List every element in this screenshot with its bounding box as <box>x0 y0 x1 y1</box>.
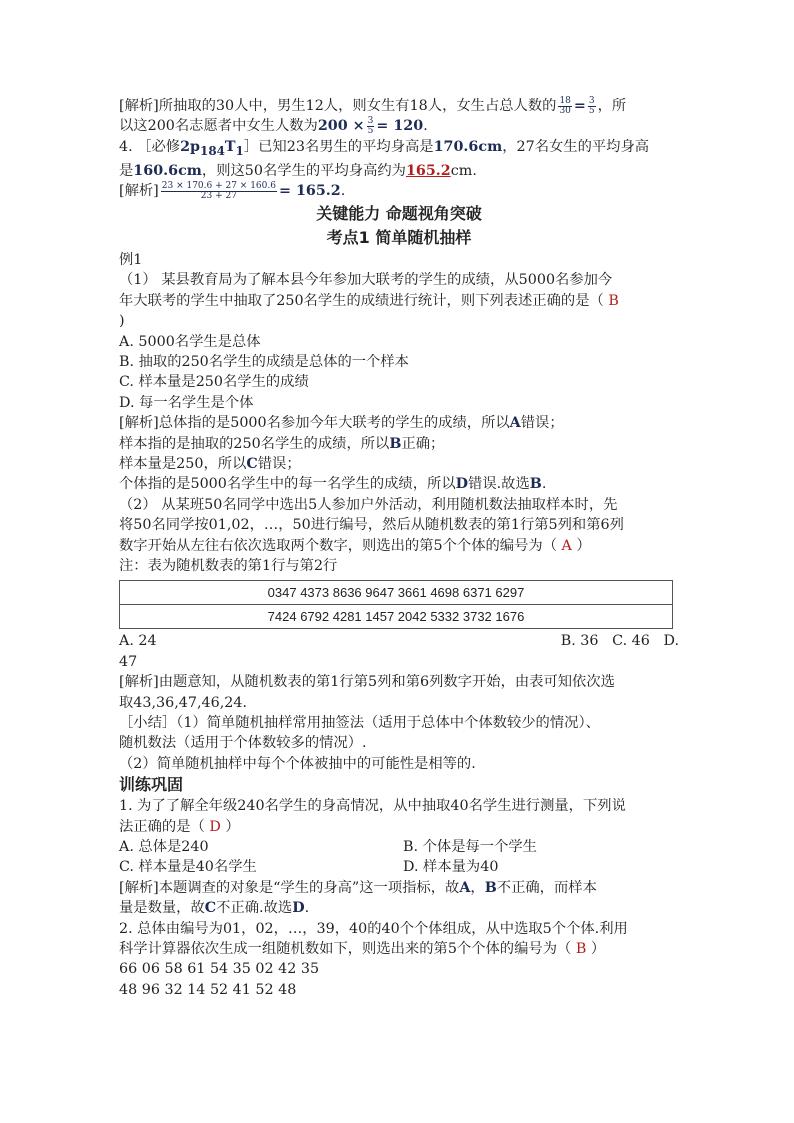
option-b: B. 个体是每一个学生 <box>403 839 537 856</box>
analysis-line: 个体指的是5000名学生中的每一名学生的成绩，所以D错误.故选B. <box>119 476 547 493</box>
summary-line: 随机数法（适用于个体数较多的情况）. <box>119 735 367 752</box>
option-c: C. 样本量是250名学生的成绩 <box>119 374 309 391</box>
subsection-heading: 考点1 简单随机抽样 <box>326 227 472 247</box>
answer: A <box>561 537 572 554</box>
analysis-line: [解析]由题意知，从随机数表的第1行第5列和第6列数字开始，由表可知依次选 <box>119 674 615 691</box>
fraction-3-5-b: $\frac{3}{5}$ <box>367 115 374 136</box>
training-q2-line-2: 科学计算器依次生成一组随机数如下，则选出来的第5个个体的编号为（ B ） <box>119 941 606 958</box>
fraction-average: $\frac{23 \times 170.6 + 27 \times 160.6}{23 + 27}$ <box>161 180 276 201</box>
document-page <box>119 96 679 1000</box>
summary-line: （2）简单随机抽样中每个个体被抽中的可能性是相等的. <box>119 755 476 772</box>
training-q1-line-1: 1. 为了了解全年级240名学生的身高情况，从中抽取40名学生进行测量，下列说 <box>119 798 626 815</box>
option-d-value: 47 <box>119 653 138 670</box>
training-q1-options-row-2 <box>119 857 679 877</box>
random-numbers-line-1: 66 06 58 61 54 35 02 42 35 <box>119 961 320 978</box>
analysis-4: [解析] $\frac{23 \times 170.6 + 27 \times 160.6}{23 + 27}$ = 165.2. <box>119 180 346 201</box>
example-q1-line-3: ) <box>119 313 125 330</box>
analysis-line: 样本指的是抽取的250名学生的成绩，所以B正确； <box>119 435 445 452</box>
question-4-line-1: 4. ［必修$2p_{184}T_1]$已知23名男生的平均身高是170.6cm，27名女生的平均身高 <box>119 138 650 158</box>
options-bcd: B. 36 C. 46 D. <box>560 633 679 650</box>
analysis-line: 取43,36,47,46,24. <box>119 694 247 711</box>
training-q2-line-1: 2. 总体由编号为01，02，…，39，40的40个个体组成，从中选取5个个体.利用 <box>119 920 628 937</box>
option-d: D. 样本量为40 <box>403 859 499 876</box>
summary-line: ［小结］（1）简单随机抽样常用抽签法（适用于总体中个体数较少的情况）、 <box>119 715 600 732</box>
section-heading: 关键能力 命题视角突破 <box>316 203 482 223</box>
option-a: A. 5000名学生是总体 <box>119 333 261 350</box>
analysis-line: 样本量是250，所以C错误； <box>119 455 301 472</box>
table-row <box>120 605 673 629</box>
question-4-line-2: 是160.6cm，则这50名学生的平均身高约为165.2cm. <box>119 163 477 180</box>
analysis-3-line-1: [解析]所抽取的30人中，男生12人，则女生有18人，女生占总人数的 $\frac{18}{30}$ = $\frac{3}{5}$ ，所 <box>119 95 627 116</box>
table-row <box>120 581 673 605</box>
text: [解析]所抽取的30人中，男生12人，则女生有18人，女生占总人数的 <box>119 98 557 114</box>
answer: B <box>575 941 587 958</box>
example-q2-line-1: （2） 从某班50名同学中选出5人参加户外活动，利用随机数法抽取样本时，先 <box>119 496 618 513</box>
answer: B <box>608 292 619 309</box>
training-heading: 训练巩固 <box>119 775 184 795</box>
example-q1-line-1: （1） 某县教育局为了解本县今年参加大联考的学生的成绩，从5000名参加今 <box>119 272 613 289</box>
training-q1-options-row-1 <box>119 837 679 857</box>
random-number-table <box>119 580 673 629</box>
table-note: 注：表为随机数表的第1行与第2行 <box>119 557 338 574</box>
example-q2-options <box>119 631 679 651</box>
example-q1-line-2: 年大联考的学生中抽取了250名学生的成绩进行统计，则下列表述正确的是（ B <box>119 292 619 309</box>
option-c: C. 样本量是40名学生 <box>119 859 257 876</box>
random-numbers-line-2: 48 96 32 14 52 41 52 48 <box>119 981 297 998</box>
fraction-18-30: $\frac{18}{30}$ <box>559 95 571 116</box>
example-label: 例1 <box>119 251 143 268</box>
fraction-3-5: $\frac{3}{5}$ <box>588 95 595 116</box>
option-a: A. 总体是240 <box>119 839 209 856</box>
answer: D <box>209 818 221 835</box>
table-cell: 7424 6792 4281 1457 2042 5332 3732 1676 <box>120 605 673 629</box>
training-q1-line-2: 法正确的是（ D ） <box>119 818 240 835</box>
analysis-line: [解析]总体指的是5000名参加今年大联考的学生的成绩，所以A错误； <box>119 415 564 432</box>
option-a: A. 24 <box>119 633 157 650</box>
answer-blank: 165.2 <box>405 163 451 180</box>
analysis-line: 量是数量，故C不正确.故选D. <box>119 900 310 917</box>
table-cell: 0347 4373 8636 9647 3661 4698 6371 6297 <box>120 581 673 605</box>
equals: = <box>573 98 586 114</box>
analysis-line: [解析]本题调查的对象是“学生的身高”这一项指标，故A，B不正确，而样本 <box>119 879 597 896</box>
option-b: B. 抽取的250名学生的成绩是总体的一个样本 <box>119 353 409 370</box>
example-q2-line-3: 数字开始从左往右依次选取两个数字，则选出的第5个个体的编号为（ A ） <box>119 537 591 554</box>
option-d: D. 每一名学生是个体 <box>119 394 254 411</box>
example-q2-line-2: 将50名同学按01,02，…，50进行编号，然后从随机数表的第1行第5列和第6列 <box>119 517 624 534</box>
analysis-3-line-2: 以这200名志愿者中女生人数为200 × $\frac{3}{5}$ = 120. <box>119 115 428 136</box>
